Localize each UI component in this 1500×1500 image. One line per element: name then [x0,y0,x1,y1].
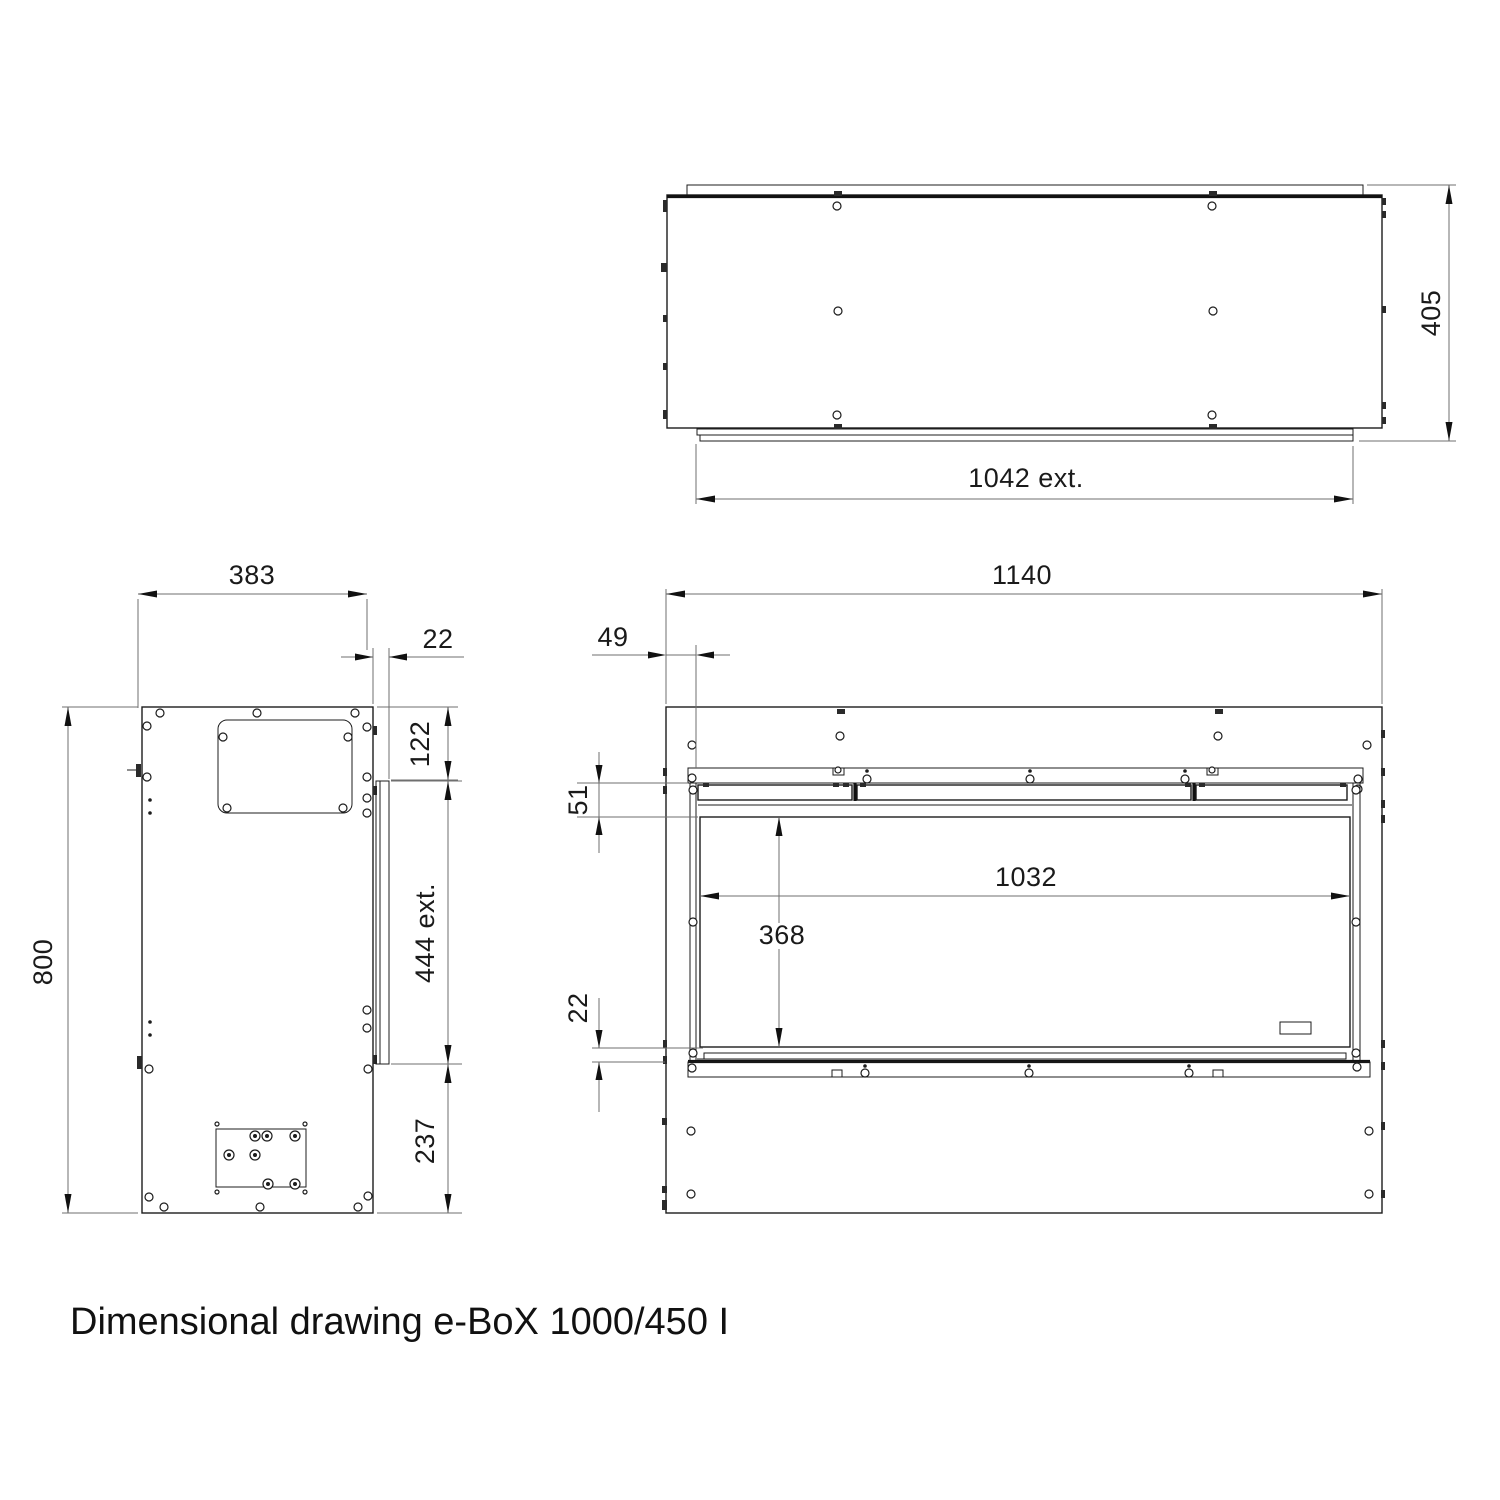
top-view [661,185,1456,504]
dim-label-444-ext: 444 ext. [410,882,440,984]
side-view-edge-studs [127,726,377,1069]
drawing-caption: Dimensional drawing e-BoX 1000/450 I [70,1301,730,1343]
arrowhead [1334,496,1353,503]
top-view-edge-tabs [661,191,1386,429]
front-view-bottom-flange [688,1062,1370,1077]
side-view-top-panel-holes [219,733,352,812]
dim-side-depth [138,560,367,708]
top-view-front-strip-2 [700,435,1353,441]
front-view-top-flange [688,767,1363,793]
dim-label-1140: 1140 [991,560,1053,590]
front-view-edge-tabs [662,730,1385,1210]
front-view-badge [1280,1022,1311,1034]
arrowhead [696,496,715,503]
arrowhead [1446,185,1453,204]
side-view-top-panel [218,720,352,813]
dim-label-405: 405 [1416,289,1446,337]
dim-label-800: 800 [28,938,58,986]
top-view-front-strip-1 [697,429,1353,435]
dim-top-depth [1359,185,1456,441]
dim-label-368: 368 [758,920,806,950]
front-view-louver [698,783,1352,805]
arrowhead [1446,422,1453,441]
dim-side-glass-offset [341,624,464,779]
top-view-screw-holes [833,202,1217,419]
dim-top-width [696,444,1353,504]
dim-label-237: 237 [410,1117,440,1165]
dim-front-bottom-inset [563,992,703,1112]
dim-label-49: 49 [597,622,629,652]
dim-side-glass-height [391,781,462,1064]
dim-label-front-22: 22 [563,992,593,1024]
front-view-bottom-bar [688,1053,1370,1062]
dim-front-width [666,560,1382,704]
dim-label-51: 51 [563,784,593,816]
front-view [563,560,1385,1213]
dim-label-1042-ext: 1042 ext. [968,463,1084,493]
front-view-bottom-band-holes [687,1127,1373,1198]
dim-opening-height [756,817,808,1047]
front-view-top-band [688,709,1371,749]
top-view-body [667,195,1382,428]
top-view-rear-strip [687,185,1363,195]
dim-label-383: 383 [228,560,276,590]
side-view-glass-strip [376,781,389,1064]
dim-front-top-inset [563,752,698,853]
dim-opening-width [700,862,1350,900]
dim-side-below-glass [377,1064,462,1213]
dim-side-height [28,707,138,1213]
dim-label-122: 122 [405,720,435,768]
side-view-bottom-panel-holes [215,1122,307,1194]
dim-label-side-22: 22 [422,624,454,654]
dim-front-side-inset [592,622,730,768]
side-view [28,560,464,1213]
dim-label-1032: 1032 [994,862,1058,892]
